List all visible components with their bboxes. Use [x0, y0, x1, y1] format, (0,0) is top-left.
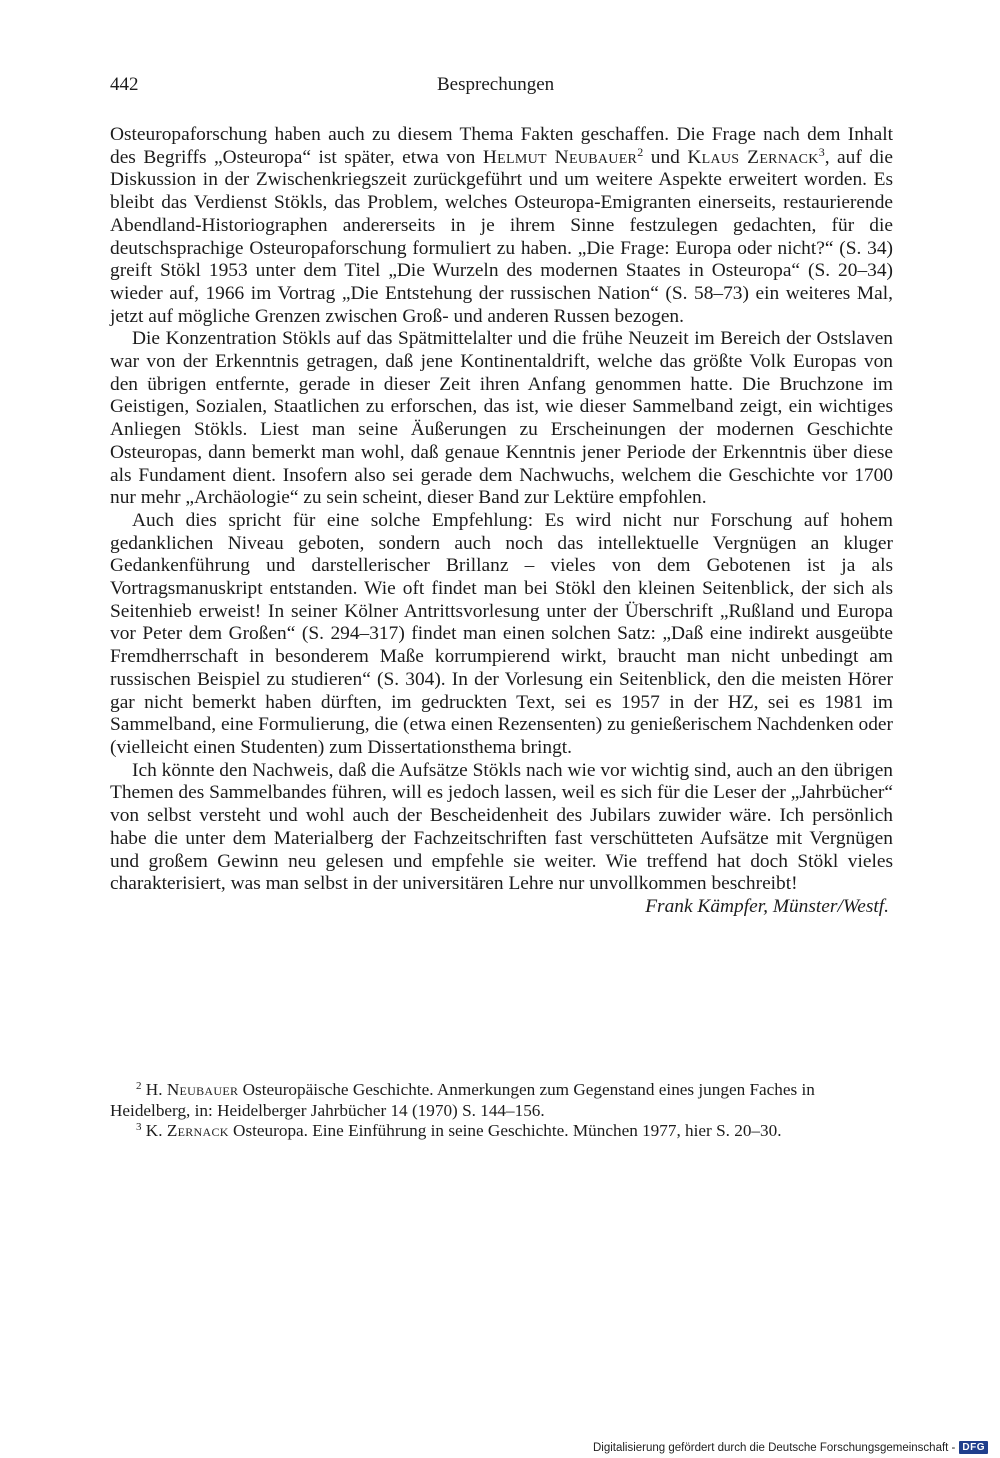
text-run: K. — [141, 1121, 167, 1140]
review-body — [110, 124, 893, 919]
footnotes — [110, 1080, 895, 1142]
text-run: Auch dies spricht für eine solche Empfehlung: Es wird nicht nur Forschung auf hohem gedanklichen Niveau geboten, sondern auch noch das intellektuelle Vergnügen an kluger Gedankenführung und darstellerischer Brillanz – vieles von dem Gebotenen ist ja als Vortragsmanuskript entstanden. Wie oft findet man bei Stökl den kleinen Seitenblick, der sich als Seitenhieb erweist! In seiner Kölner Antrittsvorlesung unter der Überschrift „Rußland und Europa vor Peter dem Großen“ (S. 294–317) findet man einen solchen Satz: „Daß eine indirekt ausgeübte Fremdherrschaft in besonderem Maße korrumpierend wirkt, braucht man nicht unbedingt am russischen Beispiel zu studieren“ (S. 304). In der Vorlesung ein Seitenblick, den die meisten Hörer gar nicht bemerkt haben dürften, im gedruckten Text, sei es 1957 in der HZ, sei es 1981 im Sammelband, eine Formulierung, die (etwa einen Rezensenten) zu genießerischem Nachdenken oder (vielleicht einen Studenten) zum Dissertationsthema bringt. — [110, 509, 893, 758]
paragraph — [110, 124, 893, 328]
dfg-logo-icon: DFG — [959, 1441, 988, 1454]
author-name: Klaus Zernack — [687, 146, 819, 168]
paragraph — [110, 510, 893, 760]
page-number: 442 — [110, 74, 139, 95]
digitization-credit — [593, 1441, 988, 1454]
footnote-number: 3 — [136, 1121, 142, 1133]
paragraph — [110, 328, 893, 510]
footnote-ref: 2 — [637, 144, 644, 159]
text-run: Osteuropa. Eine Einführung in seine Geschichte. München 1977, hier S. 20–30. — [228, 1121, 782, 1140]
credit-text: Digitalisierung gefördert durch die Deutsche Forschungsgemeinschaft - — [592, 1441, 956, 1454]
author-name: Zernack — [166, 1121, 229, 1140]
reviewer-signature: Frank Kämpfer, Münster/Westf. — [645, 895, 889, 917]
text-run: Die Konzentration Stökls auf das Spätmittelalter und die frühe Neuzeit im Bereich der Ostslaven war von der Erkenntnis getragen, daß jene Kontinentaldrift, welche das größte Volk Europas von den übrigen entfernte, gerade in dieser Zeit ihren Anfang genommen hatte. Die Bruchzone im Geistigen, Sozialen, Staatlichen zu erforschen, das ist, wie dieser Sammelband zeigt, ein wichtiges Anliegen Stökls. Liest man seine Äußerungen zu Erscheinungen der modernen Geschichte Osteuropas, dann bemerkt man wohl, daß genaue Kenntnis jener Periode der Erkenntnis über diese als Fundament dient. Insofern also sei gerade dem Nachwuchs, welchem die Geschichte vor 1700 nur mehr „Archäologie“ zu sein scheint, dieser Band zur Lektüre empfohlen. — [110, 328, 893, 509]
text-run: Osteuropäische Geschichte. Anmerkungen zum Gegenstand eines jungen Faches in Heidelberg, in: Heidelberger Jahrbücher 14 (1970) S. 144–156. — [110, 1080, 815, 1120]
footnote-ref: 3 — [818, 144, 825, 159]
footnote — [110, 1121, 895, 1142]
text-run: Osteuropaforschung haben auch zu diesem Thema Fakten geschaffen. Die Frage nach dem Inhalt des Begriffs „Osteuropa“ ist später, etwa von — [110, 124, 893, 168]
text-run: , auf die Diskussion in der Zwischenkriegszeit zurückgeführt und um weitere Aspekte erweitert worden. Es bleibt das Verdienst Stökls, das Problem, welches Osteuropa-Emigranten einerseits, restaurierende Abendland-Historiographen andererseits in je ihrem Sinne festzulegen gedachten, für die deutschsprachige Osteuropaforschung formuliert zu haben. „Die Frage: Europa oder nicht?“ (S. 34) greift Stökl 1953 unter dem Titel „Die Wurzeln des modernen Staates in Osteuropa“ (S. 20–34) wieder auf, 1966 im Vortrag „Die Entstehung der russischen Nation“ (S. 58–73) ein weiteres Mal, jetzt auf mögliche Grenzen zwischen Groß- und anderen Russen bezogen. — [110, 146, 893, 327]
author-name: Helmut Neubauer — [482, 146, 638, 168]
author-name: Neubauer — [166, 1080, 239, 1099]
footnote-number: 2 — [136, 1080, 142, 1092]
text-run: Ich könnte den Nachweis, daß die Aufsätze Stökls nach wie vor wichtig sind, auch an den übrigen Themen des Sammelbandes führen, will es jedoch lassen, weil es sich für die Leser der „Jahrbücher“ von selbst versteht und wohl auch der Bescheidenheit des Jubilars zuwider wäre. Ich persönlich habe die unter dem Materialberg der Fachzeitschriften fast verschütteten Aufsätze mit Vergnügen und großem Gewinn neu gelesen und empfehle sie weiter. Wie treffend hat doch Stökl vieles charakterisiert, was man selbst in der universitären Lehre nur unvollkommen beschreibt! — [110, 759, 893, 895]
text-run: und — [643, 146, 688, 168]
paragraph — [110, 760, 893, 896]
text-run: H. — [141, 1080, 167, 1099]
footnote — [110, 1080, 895, 1121]
running-head: Besprechungen — [437, 74, 555, 95]
